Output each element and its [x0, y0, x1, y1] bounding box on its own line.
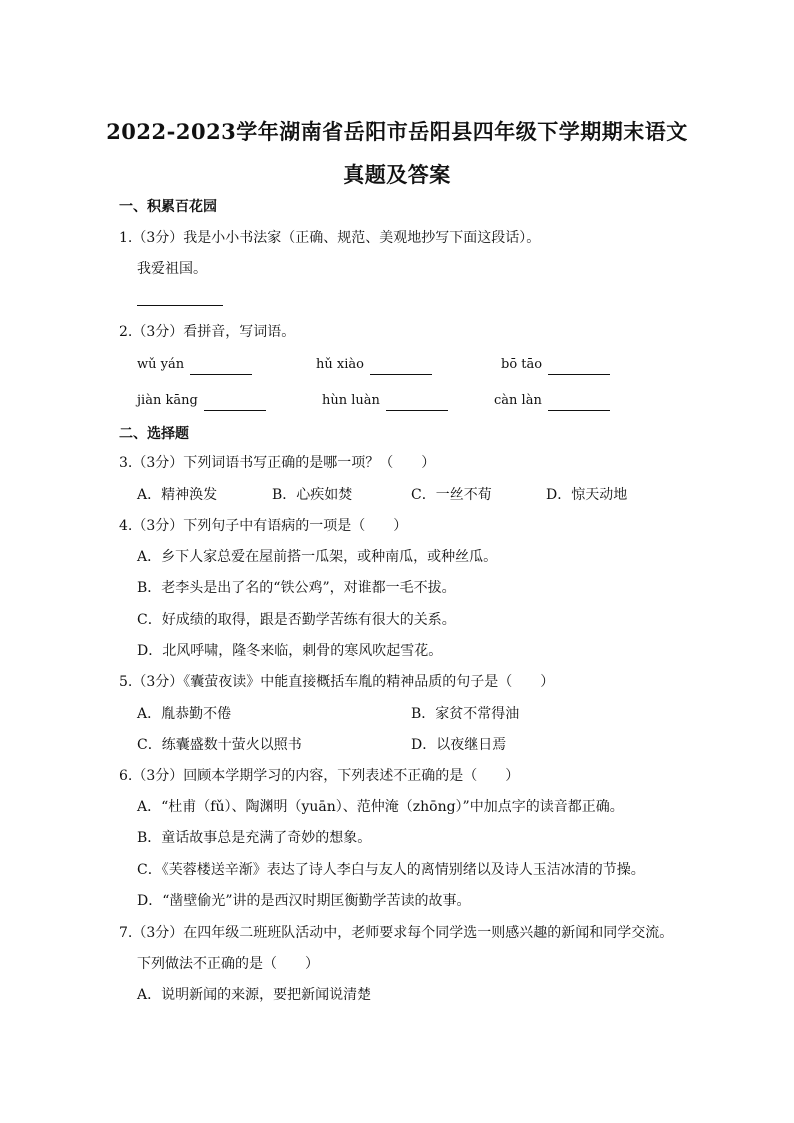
question-6-stem: 6.（3分）回顾本学期学习的内容，下列表述不正确的是（ ） [119, 768, 520, 784]
pinyin-text: bō tāo [501, 357, 543, 372]
question-4-option-a[interactable]: A．乡下人家总爱在屋前搭一瓜架，或种南瓜，或种丝瓜。 [137, 549, 498, 565]
question-4-option-b[interactable]: B．老李头是出了名的“铁公鸡”，对谁都一毛不拔。 [137, 580, 456, 596]
answer-blank[interactable] [548, 396, 610, 411]
question-7-stem-continued: 下列做法不正确的是（ ） [137, 956, 319, 972]
question-4-option-c[interactable]: C．好成绩的取得，跟是否勤学苦练有很大的关系。 [137, 612, 456, 628]
pinyin-item-2 [316, 355, 432, 375]
answer-blank[interactable] [386, 396, 448, 411]
question-5-option-b[interactable]: B．家贫不常得油 [411, 706, 520, 722]
question-6-option-b[interactable]: B．童话故事总是充满了奇妙的想象。 [137, 830, 372, 846]
pinyin-text: wǔ yán [137, 357, 185, 372]
pinyin-item-3 [501, 355, 610, 375]
question-5-option-d[interactable]: D．以夜继日焉 [411, 737, 507, 753]
pinyin-text: càn làn [494, 393, 542, 408]
pinyin-item-1 [137, 355, 252, 375]
question-3-stem: 3.（3分）下列词语书写正确的是哪一项？（ ） [119, 455, 436, 471]
pinyin-item-4 [137, 391, 266, 411]
question-3-option-a[interactable]: A．精神涣发 [137, 487, 218, 503]
pinyin-item-5 [322, 391, 448, 411]
section-heading-2: 二、选择题 [119, 426, 189, 442]
question-5-option-a[interactable]: A．胤恭勤不倦 [137, 706, 232, 722]
question-5-option-c[interactable]: C．练囊盛数十萤火以照书 [137, 737, 302, 753]
question-3-option-b[interactable]: B．心疾如焚 [272, 487, 353, 503]
question-1-answer-line[interactable] [137, 305, 223, 306]
question-3-option-c[interactable]: C．一丝不荀 [411, 487, 492, 503]
section-heading-1: 一、积累百花园 [119, 199, 217, 215]
pinyin-text: jiàn kāng [137, 393, 198, 408]
question-6-option-a[interactable]: A．“杜甫（fǔ）、陶渊明（yuān）、范仲淹（zhōng）”中加点字的读音都正确。 [137, 799, 624, 815]
question-7-option-a[interactable]: A．说明新闻的来源，要把新闻说清楚 [137, 987, 372, 1003]
answer-blank[interactable] [370, 360, 432, 375]
question-2-stem: 2.（3分）看拼音，写词语。 [119, 324, 296, 340]
question-1-text: 我爱祖国。 [137, 261, 207, 277]
pinyin-text: hùn luàn [322, 393, 380, 408]
question-5-stem: 5.（3分）《囊萤夜读》中能直接概括车胤的精神品质的句子是（ ） [119, 674, 555, 690]
document-title-line2: 真题及答案 [343, 162, 451, 187]
question-3-option-d[interactable]: D．惊天动地 [546, 487, 628, 503]
question-6-option-d[interactable]: D．“凿壁偷光”讲的是西汉时期匡衡勤学苦读的故事。 [137, 893, 471, 909]
answer-blank[interactable] [548, 360, 610, 375]
question-4-stem: 4.（3分）下列句子中有语病的一项是（ ） [119, 518, 408, 534]
pinyin-item-6 [494, 391, 610, 411]
answer-blank[interactable] [190, 360, 252, 375]
answer-blank[interactable] [204, 396, 266, 411]
document-title-line1: 2022-2023学年湖南省岳阳市岳阳县四年级下学期期末语文 [106, 119, 688, 144]
question-6-option-c[interactable]: C．《芙蓉楼送辛渐》表达了诗人李白与友人的离情别绪以及诗人玉洁冰清的节操。 [137, 862, 645, 878]
pinyin-text: hǔ xiào [316, 357, 364, 372]
question-7-stem: 7.（3分）在四年级二班班队活动中，老师要求每个同学选一则感兴趣的新闻和同学交流。 [119, 925, 674, 941]
question-1-stem: 1.（3分）我是小小书法家（正确、规范、美观地抄写下面这段话）。 [119, 230, 541, 246]
question-4-option-d[interactable]: D．北风呼啸，隆冬来临，刺骨的寒风吹起雪花。 [137, 643, 443, 659]
